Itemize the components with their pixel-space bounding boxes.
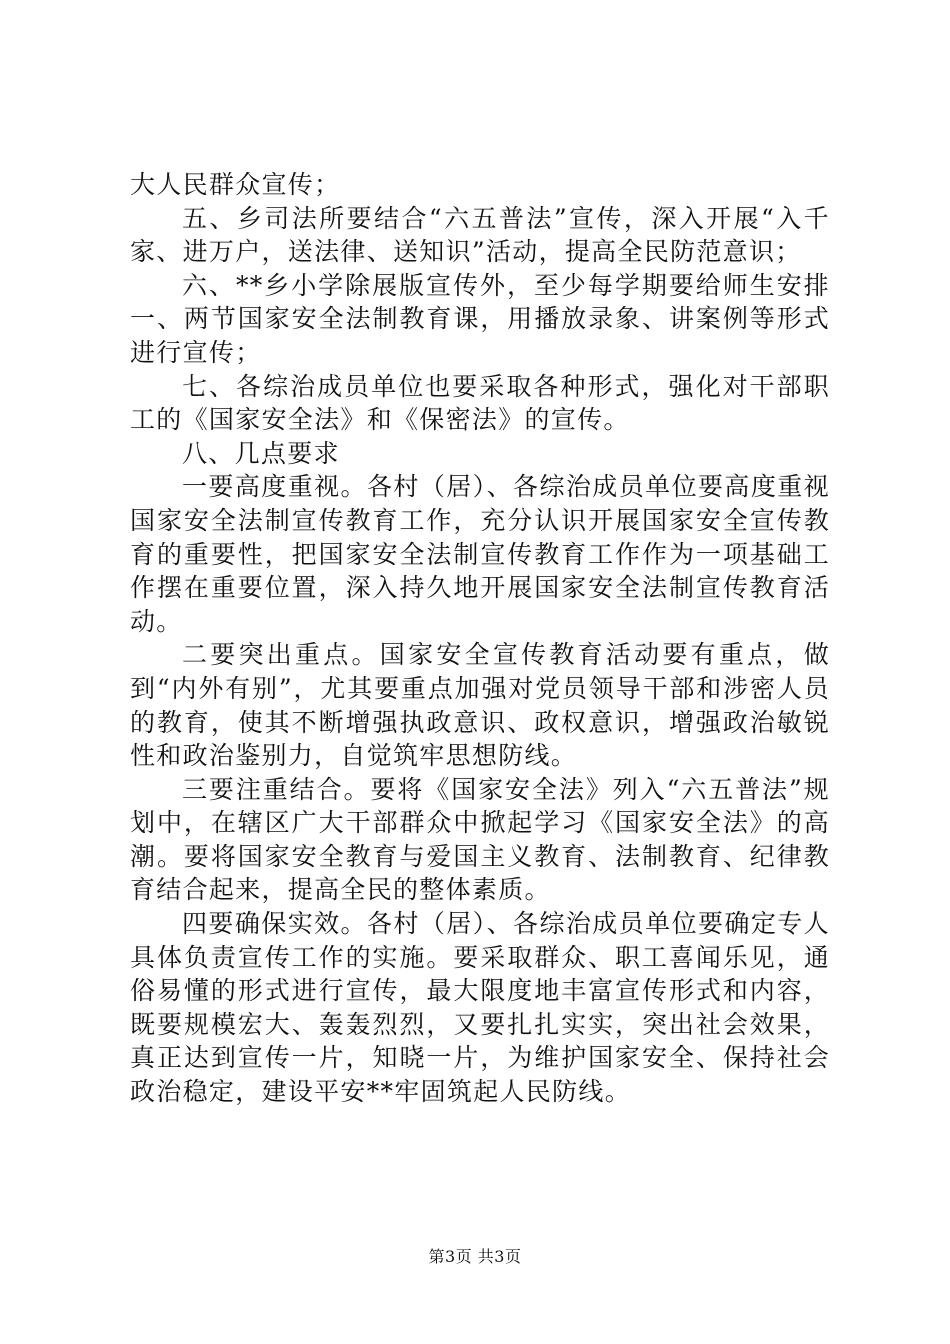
section-heading-requirements: 八、几点要求 bbox=[182, 438, 340, 468]
requirement-3-paragraph: 三要注重结合。要将《国家安全法》列入“六五普法”规划中，在辖区广大干部群众中掀起学习《国家安全法》的高潮。要将国家安全教育与爱国主义教育、法制教育、纪律教育结合起来，提高全民的整体素质。 bbox=[130, 774, 830, 905]
paragraph-item-5: 五、乡司法所要结合“六五普法”宣传，深入开展“入千家、进万户，送法律、送知识”活动，提高全民防范意识； bbox=[130, 203, 830, 267]
paragraph-continuation: 大人民群众宣传； bbox=[130, 170, 341, 199]
page-number-footer: 第3页 共3页 bbox=[428, 1247, 522, 1266]
requirement-2-paragraph: 二要突出重点。国家安全宣传教育活动要有重点，做到“内外有别”，尤其要重点加强对党员领导干部和涉密人员的教育，使其不断增强执政意识、政权意识，增强政治敏锐性和政治鉴别力，自觉筑牢思想防线。 bbox=[130, 640, 830, 771]
requirement-4-paragraph: 四要确保实效。各村（居）、各综治成员单位要确定专人具体负责宣传工作的实施。要采取群众、职工喜闻乐见，通俗易懂的形式进行宣传，最大限度地丰富宣传形式和内容，既要规模宏大、轰轰烈烈，又要扎扎实实，突出社会效果，真正达到宣传一片，知晓一片，为维护国家安全、保持社会政治稳定，建设平安**牢固筑起人民防线。 bbox=[130, 909, 830, 1107]
paragraph-item-6: 六、**乡小学除展版宣传外，至少每学期要给师生安排一、两节国家安全法制教育课，用播放录象、讲案例等形式进行宣传； bbox=[130, 270, 830, 367]
requirement-1-paragraph: 一要高度重视。各村（居）、各综治成员单位要高度重视国家安全法制宣传教育工作，充分认识开展国家安全宣传教育的重要性，把国家安全法制宣传教育工作作为一项基础工作摆在重要位置，深入持久地开展国家安全法制宣传教育活动。 bbox=[130, 472, 830, 636]
document-body bbox=[130, 168, 830, 1109]
paragraph-item-7: 七、各综治成员单位也要采取各种形式，强化对干部职工的《国家安全法》和《保密法》的宣传。 bbox=[130, 371, 830, 435]
